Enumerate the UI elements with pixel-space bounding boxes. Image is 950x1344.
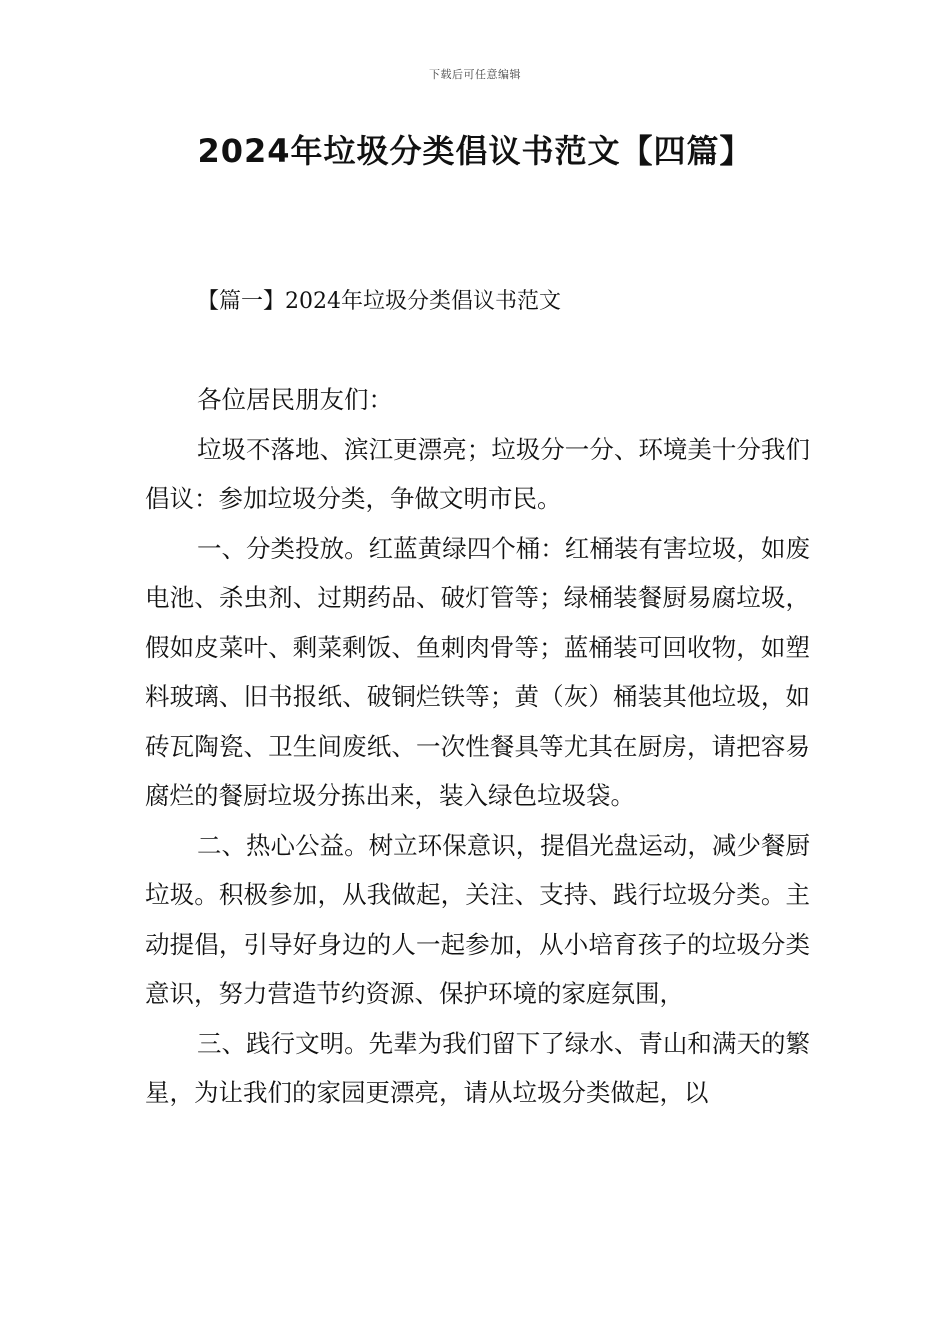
section-heading: 【篇一】2024年垃圾分类倡议书范文 (197, 289, 561, 314)
paragraph-slogan: 垃圾不落地、滨江更漂亮；垃圾分一分、环境美十分我们倡议：参加垃圾分类，争做文明市民。 (145, 434, 810, 513)
paragraph-greeting: 各位居民朋友们： (197, 385, 393, 414)
paragraph-civilization: 三、践行文明。先辈为我们留下了绿水、青山和满天的繁星，为让我们的家园更漂亮，请从垃圾分类做起，以 (145, 1028, 810, 1107)
body-text (145, 375, 810, 1118)
header-note: 下载后可任意编辑 (429, 68, 521, 81)
document-title: 2024年垃圾分类倡议书范文【四篇】 (197, 132, 753, 170)
paragraph-sorting: 一、分类投放。红蓝黄绿四个桶：红桶装有害垃圾，如废电池、杀虫剂、过期药品、破灯管等；绿桶装餐厨易腐垃圾，假如皮菜叶、剩菜剩饭、鱼刺肉骨等；蓝桶装可回收物，如塑料玻璃、旧书报纸、破铜烂铁等；黄（灰）桶装其他垃圾，如砖瓦陶瓷、卫生间废纸、一次性餐具等尤其在厨房，请把容易腐烂的餐厨垃圾分拣出来，装入绿色垃圾袋。 (145, 533, 810, 810)
paragraph-public-welfare: 二、热心公益。树立环保意识，提倡光盘运动，减少餐厨垃圾。积极参加，从我做起，关注、支持、践行垃圾分类。主动提倡，引导好身边的人一起参加，从小培育孩子的垃圾分类意识，努力营造节约资源、保护环境的家庭氛围， (145, 830, 810, 1008)
